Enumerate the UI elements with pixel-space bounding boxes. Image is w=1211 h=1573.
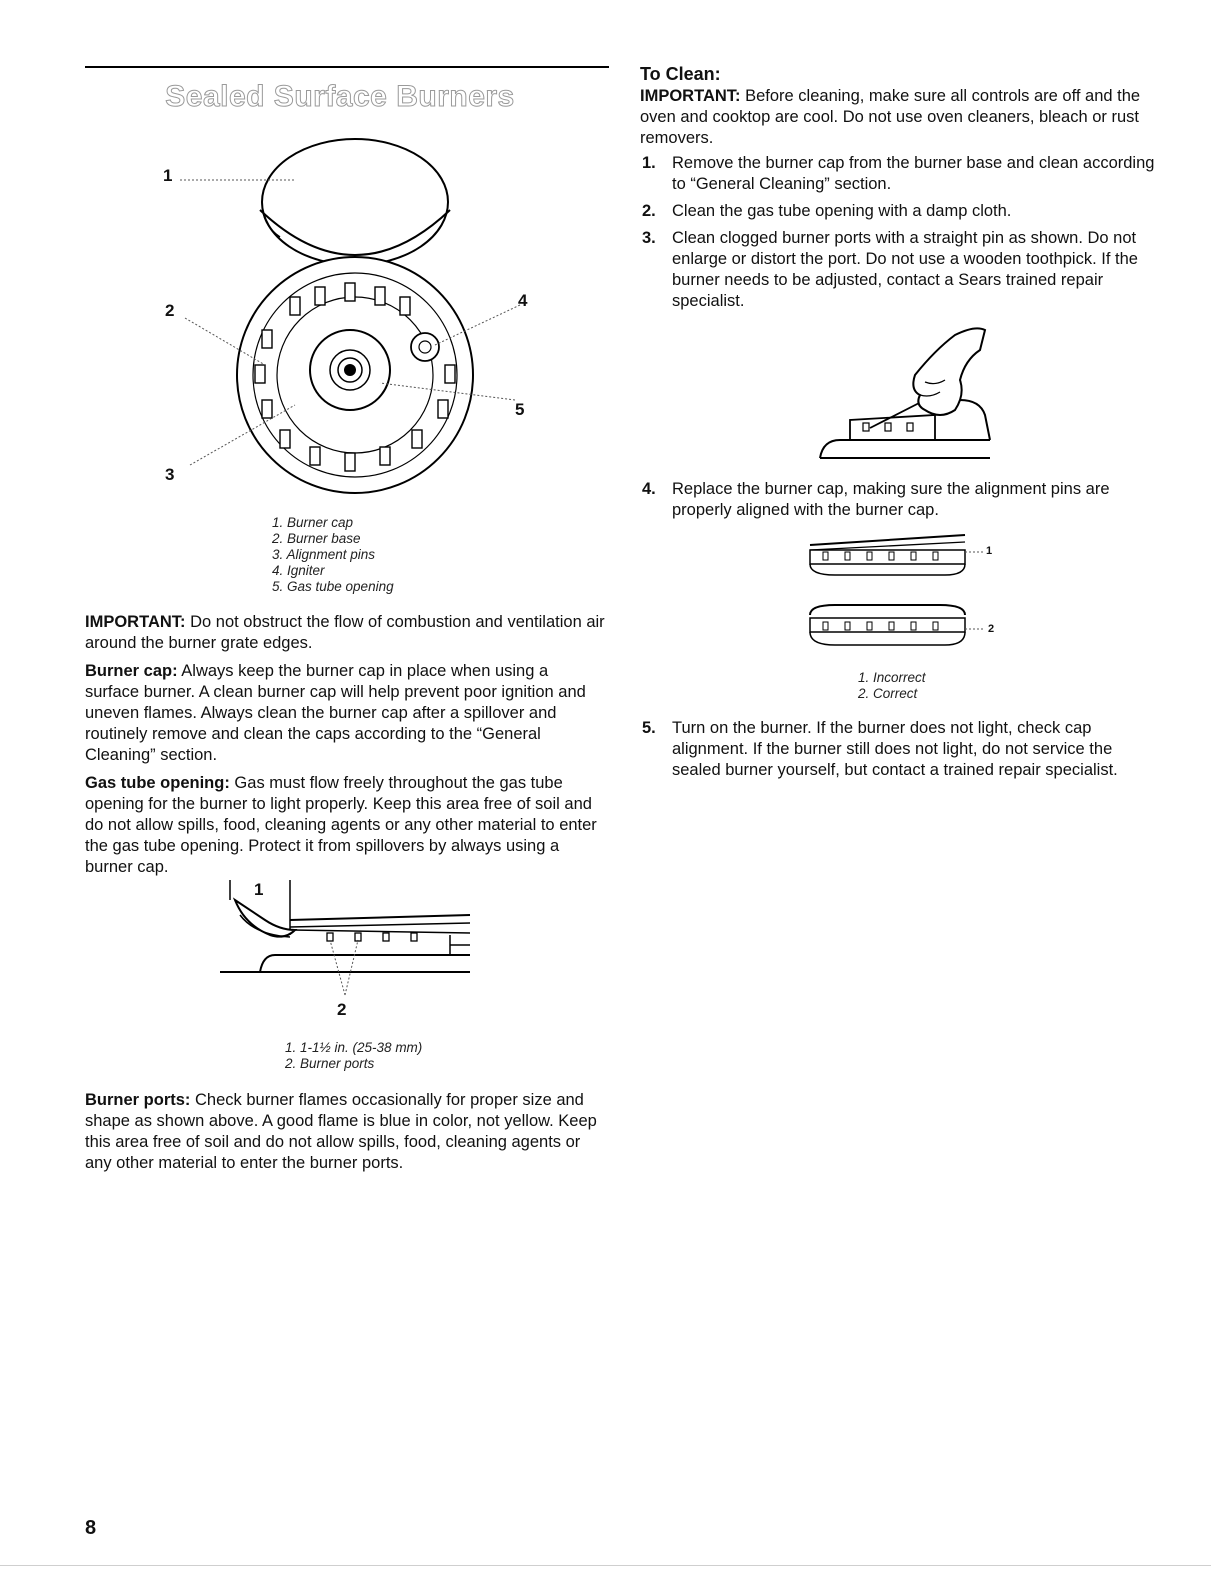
important-label: IMPORTANT: — [85, 613, 186, 631]
burner-cap-label: Burner cap: — [85, 662, 178, 680]
right-important-text: Before cleaning, make sure all controls are off and the oven and cooktop are cool. Do not use oven cleaners, bleach or rust removers. — [640, 87, 1141, 147]
step-2 — [640, 201, 1162, 222]
step-3 — [640, 228, 1162, 312]
callout-3: 3 — [165, 465, 175, 484]
burner-figure — [150, 125, 550, 505]
step-5 — [640, 718, 1165, 781]
step-1-number: 1. — [642, 154, 656, 172]
gas-tube-label: Gas tube opening: — [85, 774, 230, 792]
caption-incorrect: 1. Incorrect — [858, 670, 926, 685]
step-4-text: Replace the burner cap, making sure the alignment pins are properly aligned with the burner cap. — [672, 480, 1110, 519]
callout-5: 5 — [515, 400, 525, 419]
burner-figure-captions — [272, 515, 394, 595]
step-3-text: Clean clogged burner ports with a straight pin as shown. Do not enlarge or distort the port. Do not use a wooden toothpick. If the burner needs to be adjusted, contact a Sears trained repair specialist. — [672, 229, 1138, 310]
cleaning-pin-figure — [815, 320, 995, 460]
burner-ports-label: Burner ports: — [85, 1091, 191, 1109]
to-clean-heading: To Clean: — [640, 64, 721, 84]
step-2-text: Clean the gas tube opening with a damp cloth. — [672, 202, 1012, 220]
burner-ports-paragraph — [85, 1090, 605, 1174]
caption-distance: 1. 1-1½ in. (25-38 mm) — [285, 1040, 423, 1055]
alignment-illustration — [805, 530, 1005, 660]
caption-burner-ports: 2. Burner ports — [285, 1056, 375, 1071]
flame-callout-2: 2 — [337, 1000, 347, 1019]
callout-2: 2 — [165, 301, 175, 320]
hand-with-pin-illustration — [815, 320, 995, 460]
caption-burner-cap: 1. Burner cap — [272, 515, 354, 530]
alignment-callout-1: 1 — [986, 545, 993, 557]
step-2-number: 2. — [642, 202, 656, 220]
caption-correct: 2. Correct — [858, 686, 918, 701]
section-title: Sealed Surface Burners — [165, 80, 515, 113]
step-4-number: 4. — [642, 480, 656, 498]
callout-1: 1 — [163, 166, 173, 185]
burner-illustration — [150, 125, 550, 505]
step-5-number: 5. — [642, 719, 656, 737]
flame-callout-1: 1 — [254, 880, 264, 899]
step-1 — [640, 153, 1162, 195]
bottom-edge-rule — [0, 1565, 1211, 1566]
step-5-text: Turn on the burner. If the burner does not light, check cap alignment. If the burner still does not light, do not service the sealed burner yourself, but contact a trained repair specialist. — [672, 719, 1118, 779]
flame-figure-captions — [285, 1040, 422, 1072]
right-important-note — [640, 86, 1160, 149]
burner-ports-text: Check burner flames occasionally for proper size and shape as shown above. A good flame is blue in color, not yellow. Keep this area free of soil and do not allow spills, food, cleaning agents or any other material to enter the burner ports. — [85, 1091, 597, 1172]
caption-burner-base: 2. Burner base — [272, 531, 361, 546]
step-1-text: Remove the burner cap from the burner base and clean according to “General Cleaning” section. — [672, 154, 1155, 193]
cleaning-step-5 — [640, 718, 1165, 787]
step-4 — [640, 479, 1162, 521]
cleaning-step-4 — [640, 479, 1162, 527]
gas-tube-paragraph — [85, 773, 605, 878]
caption-alignment-pins: 3. Alignment pins — [272, 547, 376, 562]
section-top-rule — [85, 66, 609, 68]
burner-cap-text: Always keep the burner cap in place when using a surface burner. A clean burner cap will help prevent poor ignition and uneven flames. Always clean the burner cap after a spillover and routinely remove and clean the caps according to the “General Cleaning” section. — [85, 662, 586, 764]
important-text: Do not obstruct the flow of combustion and ventilation air around the burner grate edges. — [85, 613, 605, 652]
gas-tube-text: Gas must flow freely throughout the gas tube opening for the burner to light properly. Keep this area free of soil and do not allow spills, food, cleaning agents or any other material to enter the gas tube opening. Protect it from spillovers by always using a burner cap. — [85, 774, 597, 876]
right-important-block — [640, 86, 1160, 149]
callout-4: 4 — [518, 291, 528, 310]
alignment-figure-captions — [858, 670, 926, 702]
alignment-figure — [805, 530, 1005, 660]
caption-igniter: 4. Igniter — [272, 563, 325, 578]
burner-cap-paragraph — [85, 661, 605, 766]
important-note — [85, 612, 605, 654]
caption-gas-tube-opening: 5. Gas tube opening — [272, 579, 394, 594]
step-3-number: 3. — [642, 229, 656, 247]
alignment-callout-2: 2 — [988, 623, 995, 635]
page-number: 8 — [85, 1517, 97, 1539]
cleaning-steps-1-3 — [640, 153, 1162, 318]
burner-ports-block — [85, 1090, 605, 1174]
left-text-block — [85, 612, 605, 878]
right-important-label: IMPORTANT: — [640, 87, 741, 105]
